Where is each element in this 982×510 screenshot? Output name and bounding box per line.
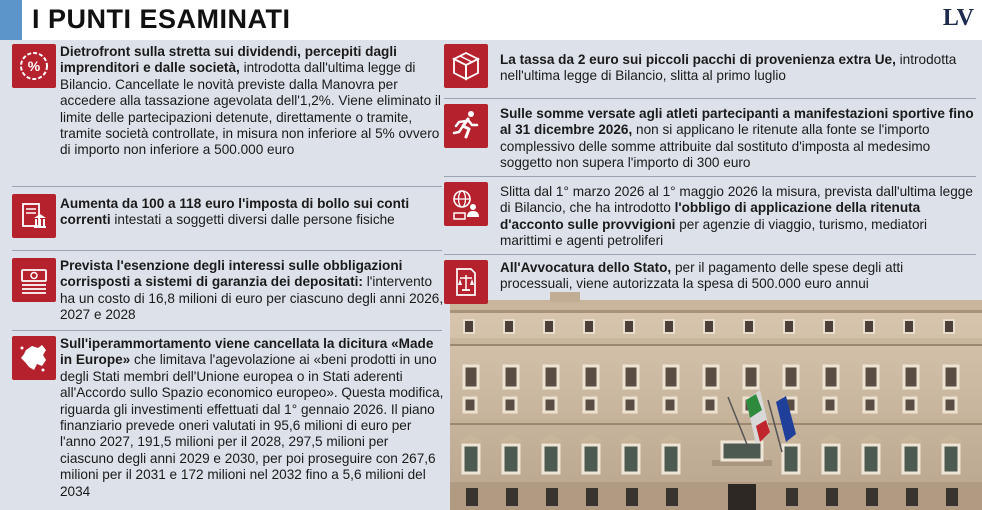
item-headline: Prevista l'esenzione degli interessi sulle obbligazioni corrisposti a sistemi di garanzia dei depositati: [60, 258, 403, 290]
publisher-logo: LV [942, 5, 974, 31]
list-item [12, 194, 442, 246]
parcel-box-icon [444, 44, 488, 88]
item-body: che limitava l'agevolazione ai «beni prodotti in uno degli Stati membri dell'Unione europea o in Stati aderenti all'Accordo sullo Spazio economico europeo». Questa modifica, riguarda gli investimenti effettuati dal 1° gennaio 2026. Il piano finanziario prevede oneri valutati in 95,6 milioni di euro per l'anno 2027, 191,5 milioni per il 2028, 297,5 milioni per ciascuno degli anni 2029 e 2030, per poi proseguire con 267,6 milioni per il 2031 e 172 milioni nel 2032 fino a 5,6 milioni del 2034 [60, 352, 444, 499]
header [0, 0, 982, 40]
legal-scales-document-icon [444, 260, 488, 304]
svg-text:%: % [27, 58, 41, 74]
item-body: introdotta nell'ultima legge di Bilancio, slitta al primo luglio [500, 52, 957, 84]
item-headline: Sull'iperammortamento viene cancellata la dicitura «Made in Europe» [60, 336, 434, 368]
item-headline: Dietrofront sulla stretta sui dividendi, percepiti dagli imprenditori e dalle società, [60, 44, 397, 76]
divider [12, 186, 442, 187]
list-item [444, 44, 976, 94]
divider [12, 330, 442, 331]
item-headline: All'Avvocatura dello Stato, [500, 260, 672, 275]
divider [12, 250, 442, 251]
item-body: Slitta dal 1° marzo 2026 al 1° maggio 2026 la misura, prevista dall'ultima legge di Bilancio, che ha introdotto [500, 184, 973, 216]
list-item [444, 104, 976, 174]
item-body-after: per agenzie di viaggio, turismo, mediatori marittimi e agenti petroliferi [500, 216, 928, 249]
item-body: per il pagamento delle spese degli atti processuali, viene autorizzata la spesa di 500.000 euro annui [500, 260, 904, 292]
item-headline: Sulle somme versate agli atleti partecipanti a manifestazioni sportive fino al 31 dicembre 2026, [500, 106, 974, 138]
item-headline: Aumenta da 100 a 118 euro l'imposta di bollo sui conti correnti [60, 196, 410, 228]
item-body: intestati a soggetti diversi dalle persone fisiche [110, 212, 395, 228]
list-item [444, 182, 976, 252]
item-body: introdotta dall'ultima legge di Bilancio. Cancellate le novità previste dalla Manovra per accedere alla tassazione agevolata dell'1,2%. Viene eliminato il limite delle partecipazioni detenute, direttamente o tramite, tramite società controllate, in misura non inferiore al 5% ovvero di importo non inferiore a 500.000 euro [60, 60, 441, 158]
divider [444, 98, 976, 99]
globe-agent-icon [444, 182, 488, 226]
europe-map-icon [12, 336, 56, 380]
palazzo-chigi-image [450, 292, 982, 510]
divider [444, 176, 976, 177]
banknotes-stack-icon [12, 258, 56, 302]
item-body: non si applicano le ritenute alla fonte se l'importo complessivo delle somme attribuite dal sostituto d'imposta al medesimo soggetto non supera l'importo di 300 euro [500, 122, 931, 171]
list-item [444, 260, 976, 306]
list-item [12, 44, 442, 186]
divider [444, 254, 976, 255]
page-title: I PUNTI ESAMINATI [32, 4, 291, 34]
list-item [12, 336, 442, 508]
item-body: l'intervento ha un costo di 16,8 milioni di euro per ciascuno degli anni 2026, 2027 e 2028 [60, 274, 444, 323]
header-accent-bar [0, 0, 22, 40]
bank-document-icon [12, 194, 56, 238]
percent-badge-icon [12, 44, 56, 88]
item-headline: La tassa da 2 euro sui piccoli pacchi di provenienza extra Ue, [500, 52, 896, 67]
list-item [12, 258, 442, 328]
running-athlete-icon [444, 104, 488, 148]
item-headline: l'obbligo di applicazione della ritenuta d'acconto sulle provvigioni [500, 200, 921, 232]
